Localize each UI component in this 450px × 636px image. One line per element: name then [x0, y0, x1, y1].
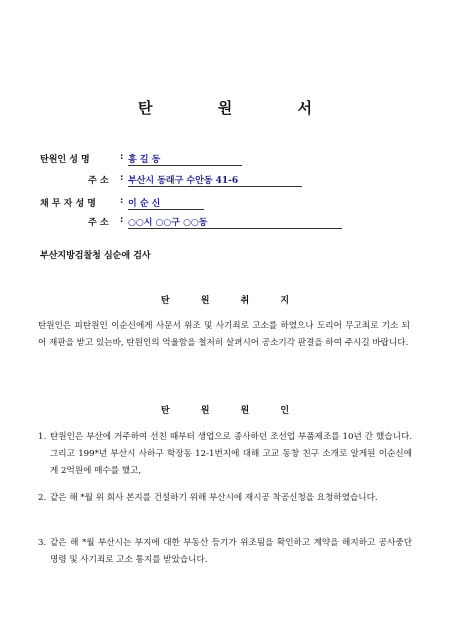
purpose-text: 탄원인은 피탄원인 이순신에게 사문서 위조 및 사기죄로 고소를 하였으나 도리어 무고죄로 기소 되어 재판을 받고 있는바, 탄원인의 억울함을 철저히 살펴시어 공소기각 판결을 하여 주시길 바랍니다. — [38, 321, 410, 348]
debtor-address-label: 주 소 — [88, 218, 109, 228]
petitioner-address-value: 부산시 동래구 수안동 41-6 — [128, 173, 302, 187]
cause-item-number: 3. — [38, 538, 47, 548]
recipient: 부산지방검찰청 심순애 검사 — [40, 251, 151, 261]
colon: : — [120, 196, 124, 206]
cause-item — [38, 535, 412, 569]
debtor-name-value: 이 순 신 — [128, 196, 204, 210]
petitioner-name-value: 홍 길 동 — [128, 152, 242, 166]
debtor-address-value: ○○시 ○○구 ○○동 — [128, 215, 342, 229]
cause-heading: 탄 원 원 인 — [160, 406, 304, 416]
colon: : — [120, 152, 124, 162]
cause-item — [38, 429, 412, 480]
purpose-heading: 탄 원 취 지 — [160, 296, 304, 306]
cause-item-number: 2. — [38, 493, 47, 503]
document-title: 탄 원 서 — [138, 99, 342, 117]
petitioner-address-label: 주 소 — [88, 176, 109, 186]
petitioner-name-label: 탄원인 성 명 — [40, 155, 90, 165]
colon: : — [120, 173, 124, 183]
cause-item — [38, 490, 412, 507]
colon: : — [120, 215, 124, 225]
cause-item-text: 같은 해 *월 위 회사 본지를 건설하기 위해 부산시에 재시공 착공신청을 요청하였습니다. — [50, 493, 378, 503]
cause-item-text: 같은 해 *월 부산시는 부지에 대한 부동산 등기가 위조됨을 확인하고 계약을 해지하고 공사중단 명령 및 사기죄로 고소 통지를 받았습니다. — [50, 538, 412, 565]
cause-item-text: 탄원인은 부산에 거주하여 선친 때부터 생업으로 종사하던 조선업 부품제조를 10년 간 했습니다. 그리고 199*년 부산시 사하구 학장동 12-1번지에 대해 고교 동창 친구 소개로 알게된 이순신에게 2억원에 매수를 했고, — [50, 432, 412, 476]
debtor-name-label: 채 무 자 성 명 — [40, 199, 97, 209]
cause-item-number: 1. — [38, 432, 47, 442]
